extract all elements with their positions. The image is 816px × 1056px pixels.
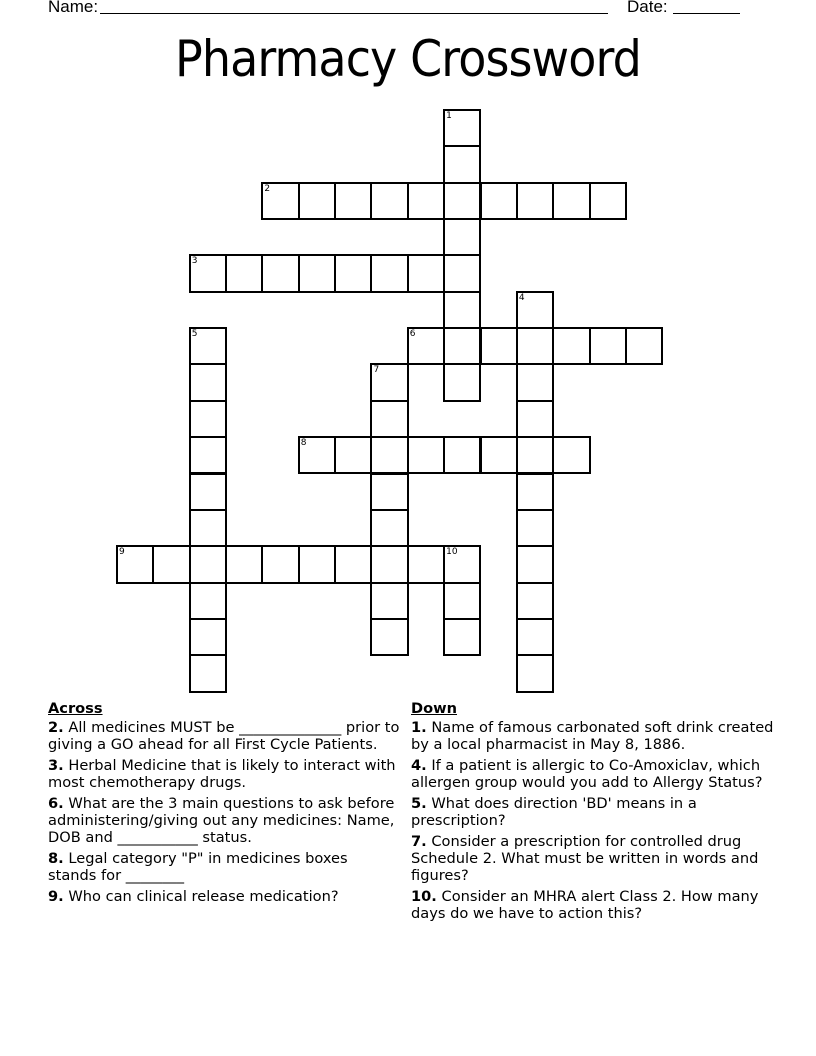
clue-number-label: 3 — [191, 256, 198, 267]
crossword-cell[interactable] — [334, 182, 372, 220]
crossword-cell[interactable] — [225, 545, 263, 583]
clue-text: Legal category "P" in medicines boxes stands for ________ — [48, 850, 348, 884]
crossword-cell[interactable] — [261, 254, 299, 292]
crossword-cell[interactable] — [443, 218, 481, 256]
crossword-cell[interactable] — [189, 363, 227, 401]
crossword-cell[interactable] — [407, 327, 445, 365]
crossword-cell[interactable] — [443, 436, 481, 474]
crossword-cell[interactable] — [443, 145, 481, 183]
crossword-cell[interactable] — [443, 109, 481, 147]
across-heading: Across — [48, 700, 103, 717]
crossword-cell[interactable] — [480, 182, 518, 220]
crossword-cell[interactable] — [443, 254, 481, 292]
crossword-cell[interactable] — [516, 509, 554, 547]
crossword-cell[interactable] — [407, 545, 445, 583]
page-title: Pharmacy Crossword — [175, 30, 641, 88]
crossword-cell[interactable] — [261, 545, 299, 583]
clue-number-label: 9 — [119, 547, 125, 558]
clue-number-label: 8 — [300, 438, 307, 449]
crossword-cell[interactable] — [189, 400, 227, 438]
crossword-cell[interactable] — [516, 436, 554, 474]
clue-across-8 — [48, 850, 400, 884]
crossword-cell[interactable] — [116, 545, 154, 583]
crossword-cell[interactable] — [516, 182, 554, 220]
clue-number-label: 6 — [409, 329, 416, 340]
crossword-cell[interactable] — [189, 545, 227, 583]
crossword-cell[interactable] — [298, 254, 336, 292]
crossword-cell[interactable] — [516, 618, 554, 656]
crossword-cell[interactable] — [189, 436, 227, 474]
clue-number-label: 1 — [446, 111, 452, 121]
crossword-cell[interactable] — [443, 582, 481, 620]
crossword-cell[interactable] — [480, 327, 518, 365]
clue-number: 7. — [411, 833, 427, 850]
clue-number: 2. — [48, 719, 64, 736]
crossword-cell[interactable] — [516, 363, 554, 401]
crossword-cell[interactable] — [370, 473, 408, 511]
clue-number: 9. — [48, 888, 64, 905]
clue-down-1 — [411, 719, 781, 753]
crossword-cell[interactable] — [370, 436, 408, 474]
crossword-cell[interactable] — [189, 473, 227, 511]
crossword-cell[interactable] — [443, 291, 481, 329]
date-label: Date: — [627, 0, 668, 16]
clue-text: Name of famous carbonated soft drink created by a local pharmacist in May 8, 1886. — [411, 719, 774, 753]
clue-number: 1. — [411, 719, 427, 736]
header-line — [0, 0, 816, 19]
clue-number: 4. — [411, 757, 427, 774]
clue-number: 6. — [48, 795, 64, 812]
crossword-cell[interactable] — [189, 327, 227, 365]
name-label: Name: — [48, 0, 99, 16]
crossword-cell[interactable] — [516, 582, 554, 620]
clue-number-label: 4 — [518, 292, 525, 303]
clue-text: If a patient is allergic to Co-Amoxiclav, which allergen group would you add to Allergy Status? — [411, 757, 763, 791]
crossword-cell[interactable] — [370, 363, 408, 401]
crossword-cell[interactable] — [334, 254, 372, 292]
clue-text: Consider a prescription for controlled drug Schedule 2. What must be written in words and figures? — [411, 833, 759, 884]
crossword-cell[interactable] — [189, 254, 227, 292]
clue-across-2 — [48, 719, 400, 753]
crossword-cell[interactable] — [370, 254, 408, 292]
date-field-line — [673, 13, 740, 14]
crossword-cell[interactable] — [189, 582, 227, 620]
crossword-cell[interactable] — [589, 327, 627, 365]
down-clues — [411, 700, 781, 926]
clue-number: 8. — [48, 850, 64, 867]
crossword-cell[interactable] — [370, 182, 408, 220]
clue-down-4 — [411, 757, 781, 791]
crossword-cell[interactable] — [516, 545, 554, 583]
crossword-cell[interactable] — [407, 436, 445, 474]
clue-text: What does direction 'BD' means in a prescription? — [411, 795, 697, 829]
clue-number-label: 5 — [191, 329, 198, 340]
clue-down-5 — [411, 795, 781, 829]
crossword-cell[interactable] — [443, 182, 481, 220]
crossword-cell[interactable] — [443, 545, 481, 583]
crossword-cell[interactable] — [189, 618, 227, 656]
crossword-cell[interactable] — [370, 582, 408, 620]
crossword-cell[interactable] — [225, 254, 263, 292]
clue-number: 3. — [48, 757, 64, 774]
crossword-cell[interactable] — [589, 182, 627, 220]
name-field-line — [100, 13, 608, 14]
crossword-cell[interactable] — [261, 182, 299, 220]
crossword-cell[interactable] — [334, 436, 372, 474]
crossword-cell[interactable] — [552, 436, 590, 474]
crossword-cell[interactable] — [370, 618, 408, 656]
crossword-cell[interactable] — [552, 327, 590, 365]
crossword-cell[interactable] — [516, 291, 554, 329]
crossword-cell[interactable] — [407, 254, 445, 292]
clue-number-label: 2 — [264, 183, 271, 194]
crossword-cell[interactable] — [516, 473, 554, 511]
crossword-cell[interactable] — [334, 545, 372, 583]
clue-across-6 — [48, 795, 400, 846]
crossword-cell[interactable] — [298, 436, 336, 474]
crossword-cell[interactable] — [370, 545, 408, 583]
crossword-cell[interactable] — [189, 654, 227, 692]
clue-text: What are the 3 main questions to ask before administering/giving out any medicines: Name, DOB and ___________ status. — [48, 795, 395, 846]
clue-text: Who can clinical release medication? — [68, 888, 339, 905]
clue-across-9 — [48, 888, 400, 905]
across-clues — [48, 700, 400, 909]
clue-text: All medicines MUST be ______________ prior to giving a GO ahead for all First Cycle Patients. — [48, 719, 400, 753]
clue-text: Consider an MHRA alert Class 2. How many days do we have to action this? — [411, 888, 759, 922]
crossword-cell[interactable] — [443, 363, 481, 401]
clue-across-3 — [48, 757, 400, 791]
clue-number-label: 10 — [446, 547, 458, 558]
crossword-cell[interactable] — [443, 327, 481, 365]
clue-number-label: 7 — [373, 365, 380, 376]
crossword-cell[interactable] — [370, 400, 408, 438]
crossword-grid — [117, 110, 663, 692]
crossword-cell[interactable] — [370, 509, 408, 547]
clue-number: 5. — [411, 795, 427, 812]
down-heading: Down — [411, 700, 458, 717]
crossword-cell[interactable] — [516, 400, 554, 438]
crossword-cell[interactable] — [625, 327, 663, 365]
clue-number: 10. — [411, 888, 437, 905]
crossword-cell[interactable] — [443, 618, 481, 656]
crossword-cell[interactable] — [516, 654, 554, 692]
crossword-cell[interactable] — [480, 436, 518, 474]
clue-text: Herbal Medicine that is likely to interact with most chemotherapy drugs. — [48, 757, 396, 791]
crossword-cell[interactable] — [152, 545, 190, 583]
crossword-cell[interactable] — [298, 182, 336, 220]
crossword-cell[interactable] — [189, 509, 227, 547]
crossword-cell[interactable] — [407, 182, 445, 220]
crossword-cell[interactable] — [298, 545, 336, 583]
crossword-cell[interactable] — [516, 327, 554, 365]
clue-down-10 — [411, 888, 781, 922]
crossword-cell[interactable] — [552, 182, 590, 220]
clue-down-7 — [411, 833, 781, 884]
